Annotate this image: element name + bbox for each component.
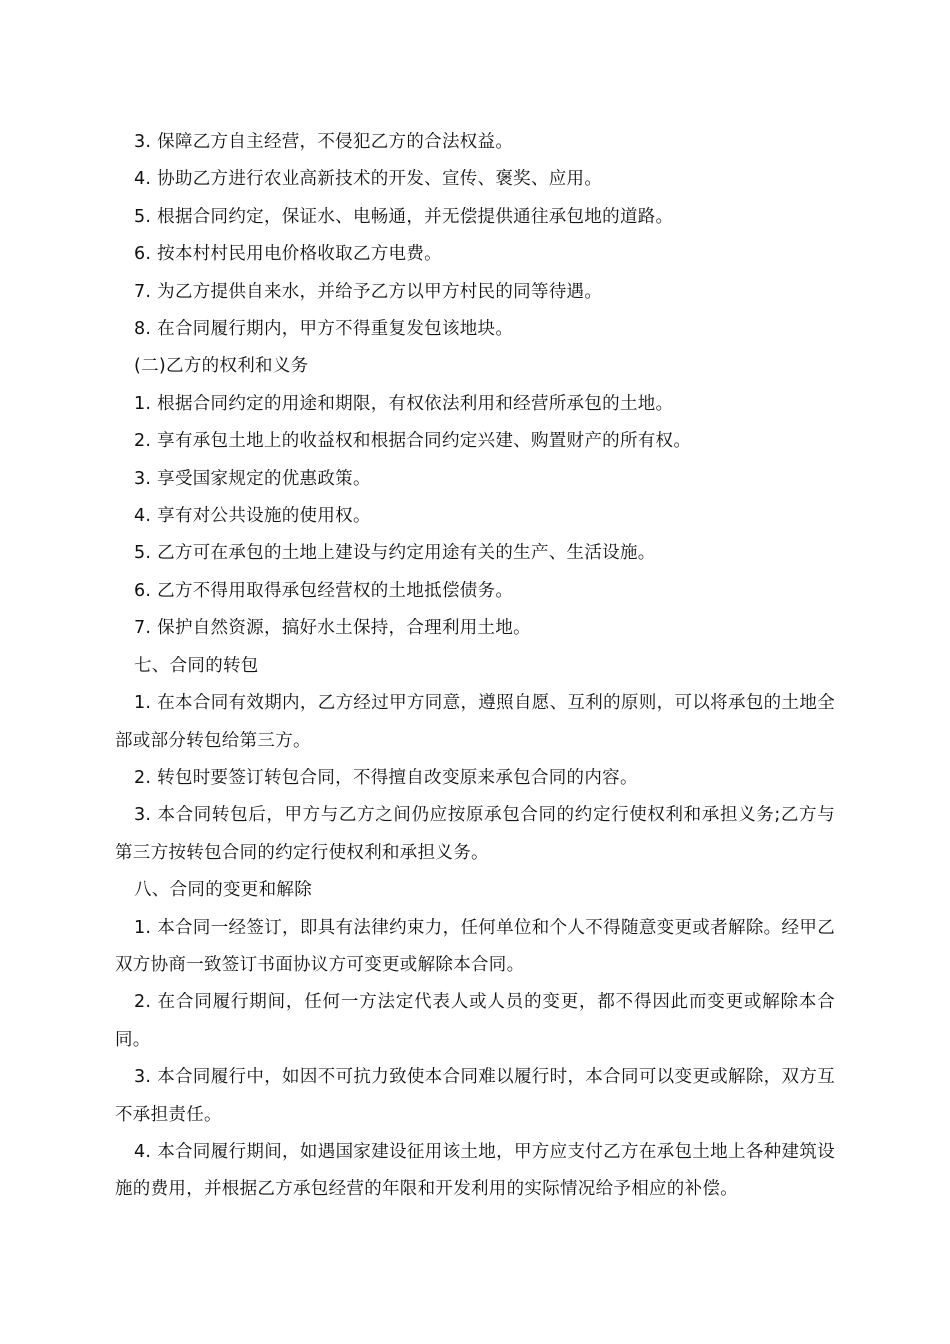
paragraph: 7. 保护自然资源，搞好水土保持，合理利用土地。 — [134, 618, 531, 639]
paragraph: 3. 享受国家规定的优惠政策。 — [134, 468, 371, 489]
paragraph: 3. 保障乙方自主经营，不侵犯乙方的合法权益。 — [134, 132, 514, 152]
paragraph: 4. 享有对公共设施的使用权。 — [134, 506, 371, 527]
paragraph: 4. 本合同履行期间，如遇国家建设征用该土地，甲方应支付乙方在承包土地上各种建筑设施的费用，并根据乙方承包经营的年限和开发利用的实际情况给予相应的补偿。 — [115, 1141, 835, 1200]
section-heading: 八、合同的变更和解除 — [134, 880, 312, 901]
paragraph: 5. 乙方可在承包的土地上建设与约定用途有关的生产、生活设施。 — [134, 543, 656, 564]
paragraph: 8. 在合同履行期内，甲方不得重复发包该地块。 — [134, 319, 514, 340]
paragraph: 3. 本合同转包后，甲方与乙方之间仍应按原承包合同的约定行使权利和承担义务;乙方与第三方按转包合同的约定行使权利和承担义务。 — [115, 805, 835, 863]
section-heading: (二)乙方的权利和义务 — [134, 356, 309, 377]
paragraph: 2. 转包时要签订转包合同，不得擅自改变原来承包合同的内容。 — [134, 767, 638, 788]
paragraph: 5. 根据合同约定，保证水、电畅通，并无偿提供通往承包地的道路。 — [134, 206, 674, 227]
paragraph: 6. 按本村村民用电价格收取乙方电费。 — [134, 244, 442, 265]
paragraph: 2. 在合同履行期间，任何一方法定代表人或人员的变更，都不得因此而变更或解除本合同。 — [115, 992, 835, 1050]
paragraph: 3. 本合同履行中，如因不可抗力致使本合同难以履行时，本合同可以变更或解除，双方互不承担责任。 — [115, 1067, 835, 1125]
paragraph: 6. 乙方不得用取得承包经营权的土地抵偿债务。 — [134, 580, 514, 601]
paragraph: 1. 根据合同约定的用途和期限，有权依法利用和经营所承包的土地。 — [134, 393, 674, 414]
paragraph: 4. 协助乙方进行农业高新技术的开发、宣传、褒奖、应用。 — [134, 169, 603, 190]
document-body — [115, 124, 835, 1209]
section-heading: 七、合同的转包 — [134, 655, 259, 676]
paragraph: 2. 享有承包土地上的收益权和根据合同约定兴建、购置财产的所有权。 — [134, 431, 692, 452]
paragraph: 1. 本合同一经签订，即具有法律约束力，任何单位和个人不得随意变更或者解除。经甲乙双方协商一致签订书面协议方可变更或解除本合同。 — [115, 917, 835, 975]
paragraph: 1. 在本合同有效期内，乙方经过甲方同意，遵照自愿、互利的原则，可以将承包的土地全部或部分转包给第三方。 — [115, 693, 835, 751]
paragraph: 7. 为乙方提供自来水，并给予乙方以甲方村民的同等待遇。 — [134, 281, 603, 302]
